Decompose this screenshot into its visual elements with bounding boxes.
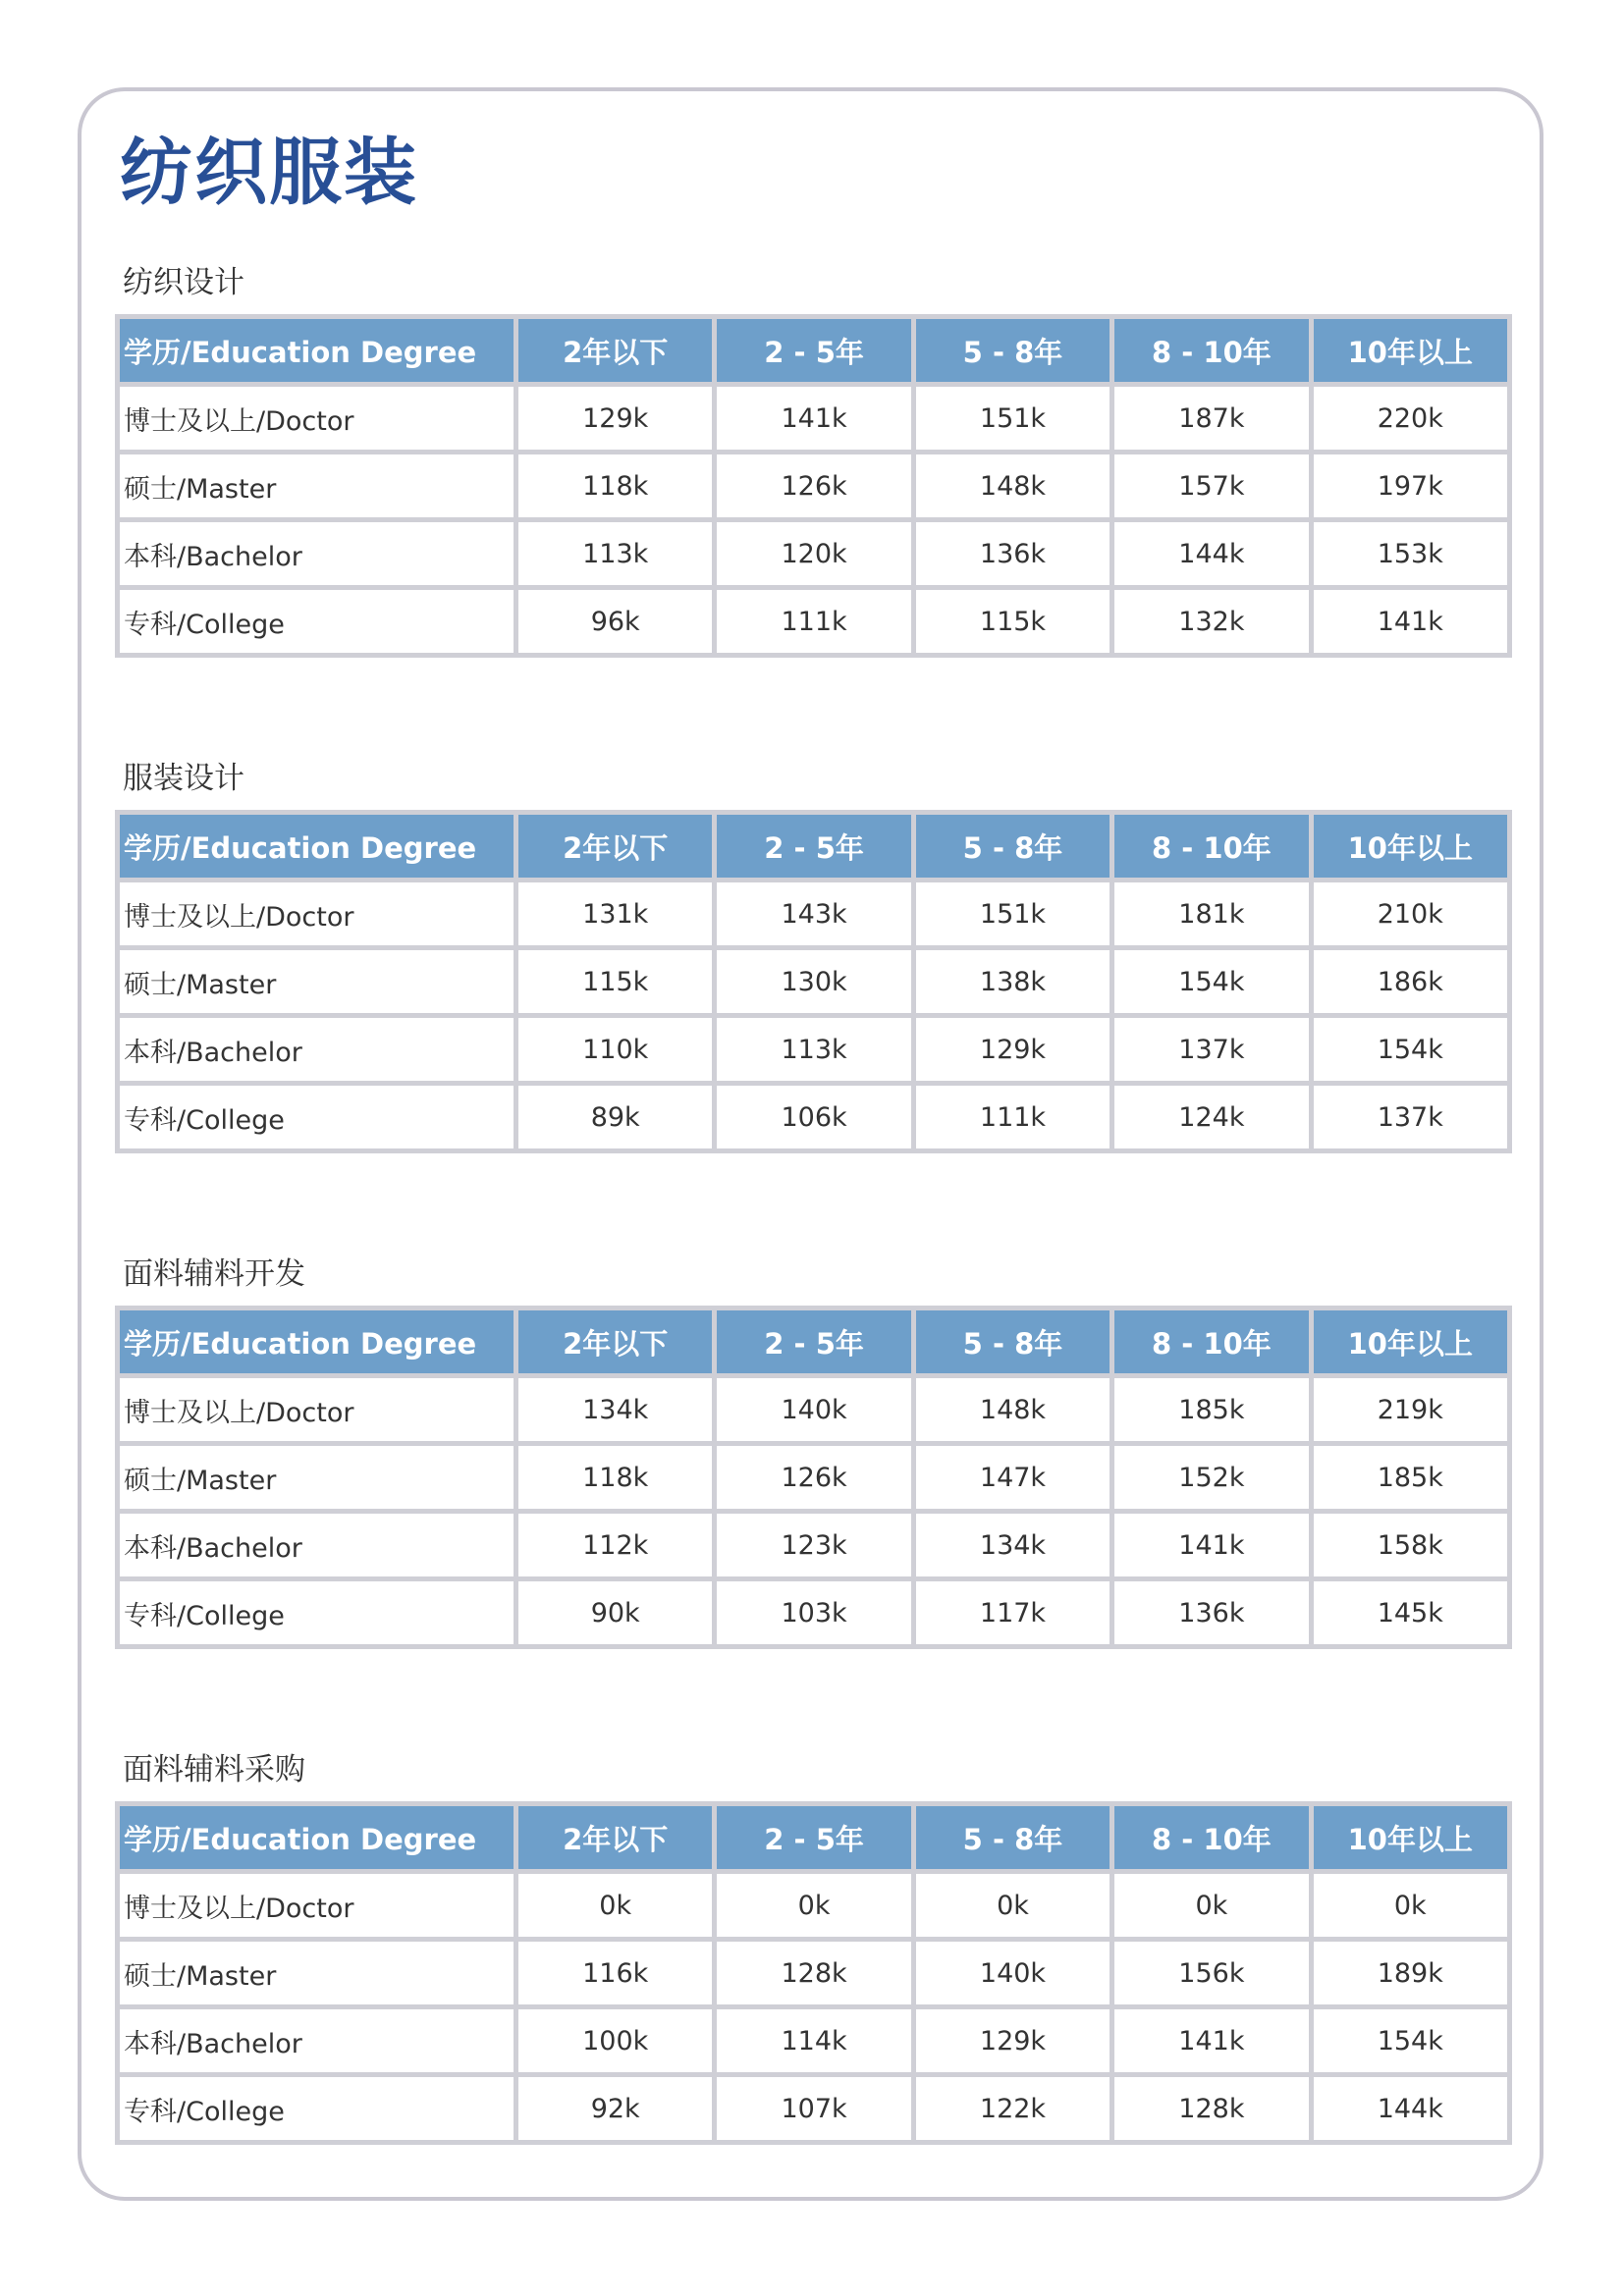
salary-cell: 118k (518, 1446, 712, 1509)
salary-cell: 106k (717, 1086, 910, 1148)
salary-cell: 134k (518, 1378, 712, 1441)
row-label: 本科/Bachelor (120, 522, 514, 585)
salary-cell: 132k (1114, 590, 1308, 653)
salary-cell: 220k (1314, 387, 1507, 450)
header-col: 8 - 10年 (1114, 319, 1308, 382)
salary-cell: 89k (518, 1086, 712, 1148)
header-col: 8 - 10年 (1114, 1310, 1308, 1373)
salary-cell: 126k (717, 1446, 910, 1509)
header-col: 10年以上 (1314, 1806, 1507, 1869)
salary-cell: 181k (1114, 882, 1308, 945)
row-label: 专科/College (120, 1086, 514, 1148)
salary-cell: 144k (1114, 522, 1308, 585)
salary-cell: 141k (717, 387, 910, 450)
header-education: 学历/Education Degree (120, 1806, 514, 1869)
salary-cell: 145k (1314, 1581, 1507, 1644)
salary-cell: 154k (1314, 1018, 1507, 1081)
salary-cell: 219k (1314, 1378, 1507, 1441)
header-col: 2年以下 (518, 1806, 712, 1869)
salary-cell: 185k (1114, 1378, 1308, 1441)
header-col: 5 - 8年 (916, 1310, 1110, 1373)
salary-cell: 158k (1314, 1514, 1507, 1576)
section-title: 面料辅料采购 (123, 1752, 305, 1788)
table-header-row (120, 319, 1507, 382)
salary-cell: 123k (717, 1514, 910, 1576)
salary-cell: 152k (1114, 1446, 1308, 1509)
table-row (120, 1018, 1507, 1081)
table-row (120, 1581, 1507, 1644)
salary-cell: 136k (1114, 1581, 1308, 1644)
salary-cell: 131k (518, 882, 712, 945)
salary-cell: 144k (1314, 2077, 1507, 2140)
table-row (120, 590, 1507, 653)
header-col: 2 - 5年 (717, 319, 910, 382)
salary-cell: 143k (717, 882, 910, 945)
salary-cell: 154k (1314, 2009, 1507, 2072)
salary-cell: 137k (1314, 1086, 1507, 1148)
row-label: 硕士/Master (120, 1942, 514, 2004)
salary-cell: 189k (1314, 1942, 1507, 2004)
header-col: 2年以下 (518, 319, 712, 382)
salary-cell: 151k (916, 882, 1110, 945)
salary-cell: 0k (1114, 1874, 1308, 1937)
salary-cell: 103k (717, 1581, 910, 1644)
salary-table (115, 810, 1512, 1153)
salary-table (115, 1306, 1512, 1649)
table-row (120, 522, 1507, 585)
table-row (120, 1874, 1507, 1937)
salary-cell: 210k (1314, 882, 1507, 945)
salary-cell: 92k (518, 2077, 712, 2140)
salary-table (115, 314, 1512, 658)
salary-cell: 129k (916, 1018, 1110, 1081)
header-col: 2 - 5年 (717, 1310, 910, 1373)
header-col: 8 - 10年 (1114, 1806, 1308, 1869)
row-label: 博士及以上/Doctor (120, 387, 514, 450)
header-col: 5 - 8年 (916, 815, 1110, 878)
row-label: 博士及以上/Doctor (120, 882, 514, 945)
header-education: 学历/Education Degree (120, 319, 514, 382)
header-col: 10年以上 (1314, 319, 1507, 382)
salary-cell: 112k (518, 1514, 712, 1576)
salary-cell: 113k (717, 1018, 910, 1081)
salary-cell: 116k (518, 1942, 712, 2004)
header-col: 10年以上 (1314, 1310, 1507, 1373)
salary-cell: 186k (1314, 950, 1507, 1013)
row-label: 专科/College (120, 1581, 514, 1644)
table-row (120, 1942, 1507, 2004)
header-col: 2 - 5年 (717, 1806, 910, 1869)
salary-cell: 90k (518, 1581, 712, 1644)
salary-cell: 138k (916, 950, 1110, 1013)
salary-cell: 140k (916, 1942, 1110, 2004)
salary-cell: 148k (916, 1378, 1110, 1441)
salary-cell: 185k (1314, 1446, 1507, 1509)
salary-cell: 115k (518, 950, 712, 1013)
salary-cell: 134k (916, 1514, 1110, 1576)
salary-cell: 129k (916, 2009, 1110, 2072)
salary-cell: 111k (717, 590, 910, 653)
salary-cell: 126k (717, 454, 910, 517)
salary-cell: 110k (518, 1018, 712, 1081)
header-col: 2年以下 (518, 815, 712, 878)
header-col: 5 - 8年 (916, 319, 1110, 382)
row-label: 本科/Bachelor (120, 1514, 514, 1576)
table-row (120, 2077, 1507, 2140)
row-label: 硕士/Master (120, 1446, 514, 1509)
salary-cell: 151k (916, 387, 1110, 450)
salary-cell: 128k (717, 1942, 910, 2004)
table-header-row (120, 1806, 1507, 1869)
salary-cell: 129k (518, 387, 712, 450)
salary-cell: 157k (1114, 454, 1308, 517)
header-education: 学历/Education Degree (120, 1310, 514, 1373)
salary-cell: 124k (1114, 1086, 1308, 1148)
salary-cell: 107k (717, 2077, 910, 2140)
salary-cell: 187k (1114, 387, 1308, 450)
table-row (120, 454, 1507, 517)
table-row (120, 1378, 1507, 1441)
salary-cell: 128k (1114, 2077, 1308, 2140)
salary-cell: 140k (717, 1378, 910, 1441)
table-row (120, 387, 1507, 450)
salary-cell: 114k (717, 2009, 910, 2072)
salary-cell: 96k (518, 590, 712, 653)
salary-cell: 153k (1314, 522, 1507, 585)
header-col: 5 - 8年 (916, 1806, 1110, 1869)
salary-cell: 0k (1314, 1874, 1507, 1937)
salary-table (115, 1801, 1512, 2145)
header-col: 2 - 5年 (717, 815, 910, 878)
table-row (120, 1086, 1507, 1148)
row-label: 博士及以上/Doctor (120, 1378, 514, 1441)
row-label: 本科/Bachelor (120, 1018, 514, 1081)
section-title: 纺织设计 (123, 265, 244, 300)
page-title: 纺织服装 (120, 131, 418, 215)
table-row (120, 1446, 1507, 1509)
salary-cell: 111k (916, 1086, 1110, 1148)
header-col: 8 - 10年 (1114, 815, 1308, 878)
salary-cell: 120k (717, 522, 910, 585)
salary-cell: 136k (916, 522, 1110, 585)
salary-cell: 117k (916, 1581, 1110, 1644)
table-row (120, 950, 1507, 1013)
salary-cell: 130k (717, 950, 910, 1013)
section-title: 面料辅料开发 (123, 1256, 305, 1292)
header-education: 学历/Education Degree (120, 815, 514, 878)
salary-cell: 148k (916, 454, 1110, 517)
salary-cell: 0k (717, 1874, 910, 1937)
salary-cell: 0k (518, 1874, 712, 1937)
salary-cell: 141k (1314, 590, 1507, 653)
salary-cell: 156k (1114, 1942, 1308, 2004)
table-row (120, 882, 1507, 945)
salary-cell: 197k (1314, 454, 1507, 517)
salary-cell: 0k (916, 1874, 1110, 1937)
salary-cell: 118k (518, 454, 712, 517)
salary-cell: 154k (1114, 950, 1308, 1013)
row-label: 硕士/Master (120, 950, 514, 1013)
table-row (120, 1514, 1507, 1576)
row-label: 硕士/Master (120, 454, 514, 517)
salary-cell: 122k (916, 2077, 1110, 2140)
table-header-row (120, 815, 1507, 878)
row-label: 博士及以上/Doctor (120, 1874, 514, 1937)
salary-cell: 115k (916, 590, 1110, 653)
header-col: 2年以下 (518, 1310, 712, 1373)
salary-cell: 137k (1114, 1018, 1308, 1081)
header-col: 10年以上 (1314, 815, 1507, 878)
table-row (120, 2009, 1507, 2072)
row-label: 本科/Bachelor (120, 2009, 514, 2072)
salary-cell: 147k (916, 1446, 1110, 1509)
salary-cell: 113k (518, 522, 712, 585)
table-header-row (120, 1310, 1507, 1373)
row-label: 专科/College (120, 2077, 514, 2140)
salary-cell: 141k (1114, 1514, 1308, 1576)
section-title: 服装设计 (123, 761, 244, 796)
salary-cell: 141k (1114, 2009, 1308, 2072)
salary-cell: 100k (518, 2009, 712, 2072)
row-label: 专科/College (120, 590, 514, 653)
